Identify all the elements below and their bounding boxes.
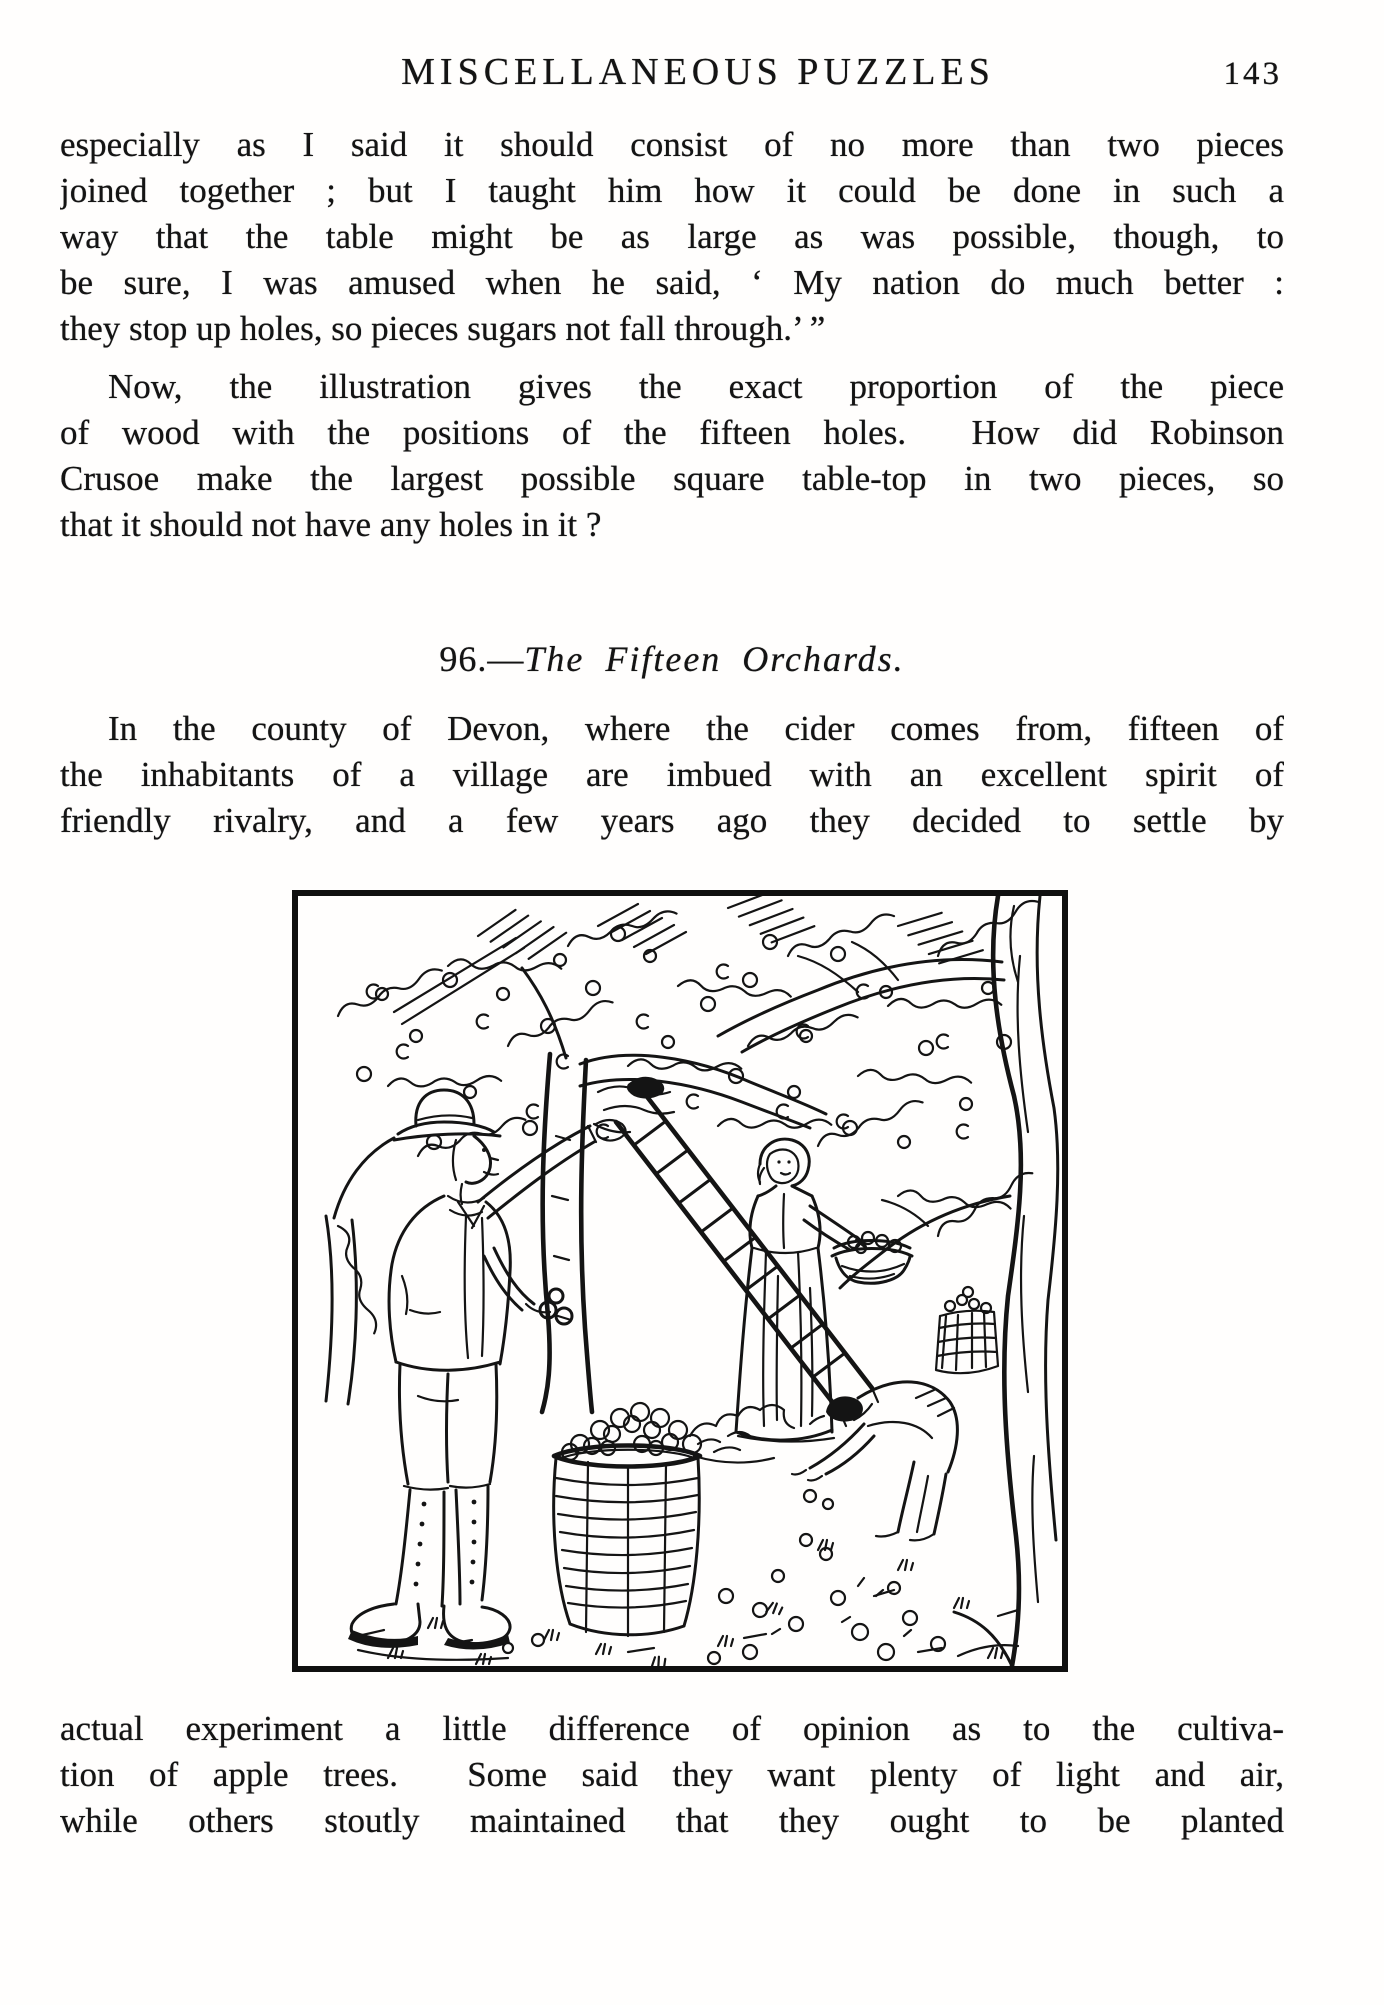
puzzle-96-heading [60, 638, 1284, 680]
text-line: the inhabitants of a village are imbued with an excellent spirit of [60, 755, 1284, 794]
text-line: In the county of Devon, where the cider comes from, fifteen of [108, 709, 1284, 748]
text-line: that it should not have any holes in it ? [60, 505, 602, 544]
paragraph-puzzle95-question [60, 364, 1284, 548]
text-line: way that the table might be as large as was possible, though, to [60, 217, 1284, 256]
text-line: tion of apple trees. Some said they want plenty of light and air, [60, 1755, 1284, 1794]
large-apple-basket [554, 1403, 701, 1636]
left-background-tree [326, 1138, 394, 1404]
text-line: especially as I said it should consist of no more than two pieces [60, 125, 1284, 164]
woman-with-basket [736, 1139, 912, 1441]
text-line: while others stoutly maintained that they ought to be planted [60, 1801, 1284, 1840]
text-line: friendly rivalry, and a few years ago they decided to settle by [60, 801, 1284, 840]
heading-dash: — [487, 639, 525, 679]
text-line: be sure, I was amused when he said, ‘ My nation do much better : [60, 263, 1284, 302]
stooping-man [792, 1382, 957, 1541]
orchard-illustration [292, 890, 1068, 1672]
background-hamper [936, 1287, 998, 1373]
running-head-title: MISCELLANEOUS PUZZLES [401, 51, 995, 93]
page-number: 143 [1223, 56, 1282, 92]
center-tree [522, 968, 826, 1412]
text-line: Crusoe make the largest possible square table-top in two pieces, so [60, 459, 1284, 498]
text-line: joined together ; but I taught him how it could be done in such a [60, 171, 1284, 210]
text-line: Now, the illustration gives the exact proportion of the piece [108, 367, 1284, 406]
paragraph-puzzle95-text [60, 122, 1284, 352]
orchard-scene-drawing [298, 896, 1062, 1666]
apple-picker-left [348, 1090, 626, 1650]
text-line: actual experiment a little difference of opinion as to the cultiva- [60, 1709, 1284, 1748]
puzzle-number: 96. [439, 639, 488, 679]
paragraph-puzzle96-continued [60, 1706, 1284, 1844]
page-header [60, 50, 1284, 106]
text-line: of wood with the positions of the fifteen holes. How did Robinson [60, 413, 1284, 452]
paragraph-puzzle96-intro [60, 706, 1284, 844]
puzzle-title: The Fifteen Orchards. [524, 639, 905, 679]
text-line: they stop up holes, so pieces sugars not fall through.’ ” [60, 309, 826, 348]
